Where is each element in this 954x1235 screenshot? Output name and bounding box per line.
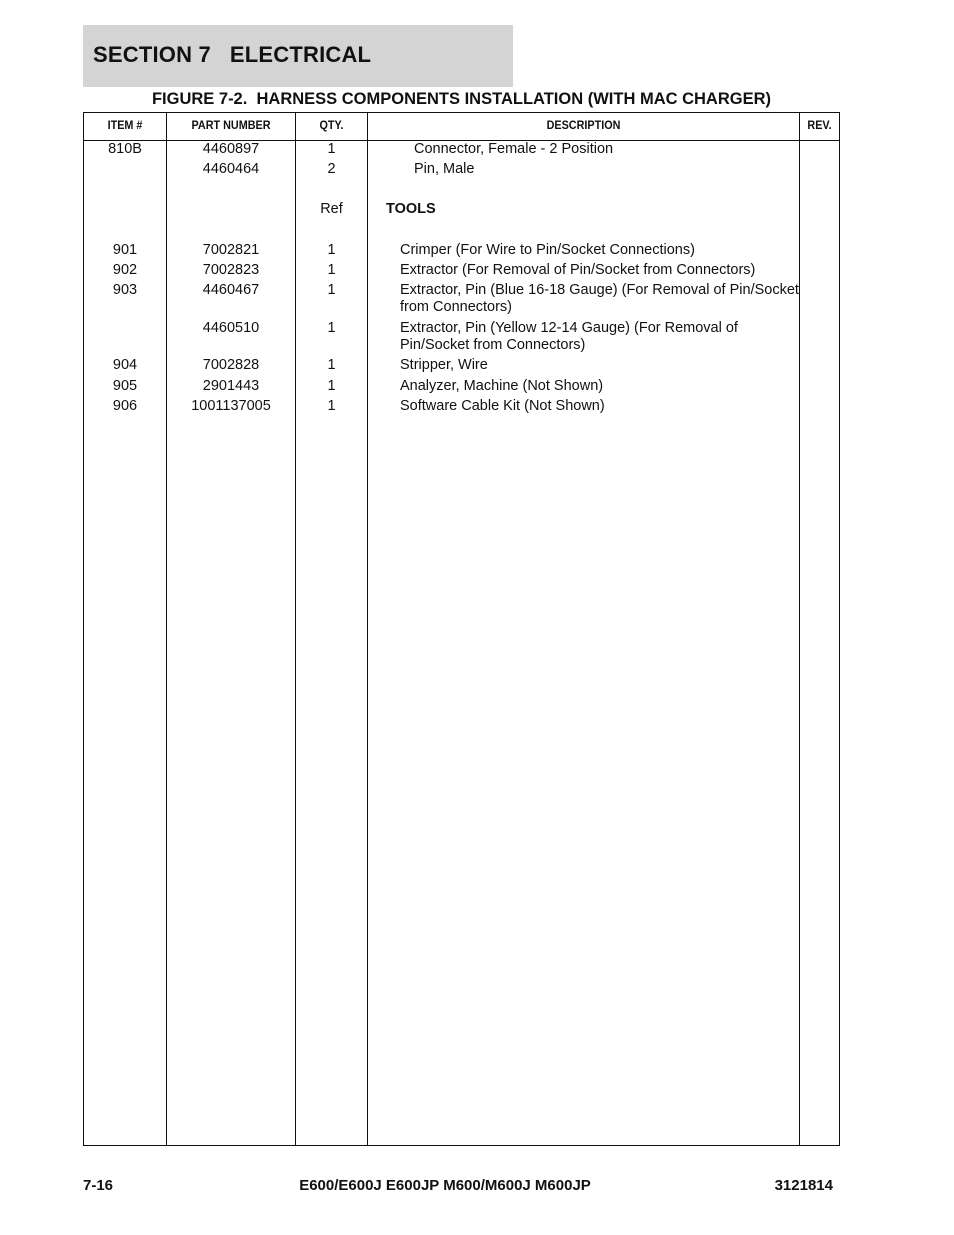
item-number: 905: [112, 378, 138, 394]
column-divider: [367, 113, 368, 1145]
page-number: 7-16: [83, 1177, 114, 1194]
quantity: 1: [327, 398, 336, 414]
header-part-number: PART NUMBER: [191, 118, 271, 132]
group-heading: TOOLS: [386, 201, 436, 217]
item-number: 901: [112, 242, 138, 258]
section-title: SECTION 7 ELECTRICAL: [93, 42, 372, 67]
item-number: 903: [112, 282, 138, 298]
part-number: 7002828: [202, 357, 260, 373]
description: Extractor, Pin (Yellow 12-14 Gauge) (For Removal of Pin/Socket from Connectors): [400, 320, 738, 353]
header-rev: REV.: [807, 118, 832, 132]
part-number: 2901443: [202, 378, 260, 394]
description: Stripper, Wire: [400, 357, 488, 373]
quantity: 1: [327, 320, 336, 336]
quantity: 1: [327, 242, 336, 258]
part-number: 7002821: [202, 242, 260, 258]
quantity: 1: [327, 378, 336, 394]
item-number: 904: [112, 357, 138, 373]
part-number: 4460510: [202, 320, 260, 336]
part-number: 4460897: [202, 141, 260, 157]
section-banner: [83, 25, 513, 87]
quantity: Ref: [320, 201, 343, 217]
header-description: DESCRIPTION: [546, 118, 621, 132]
quantity: 2: [327, 161, 336, 177]
header-item: ITEM #: [107, 118, 143, 132]
figure-title: FIGURE 7-2. HARNESS COMPONENTS INSTALLATION (WITH MAC CHARGER): [151, 90, 772, 108]
model-list: E600/E600J E600JP M600/M600J M600JP: [299, 1177, 591, 1194]
part-number: 1001137005: [191, 398, 271, 414]
description: Extractor, Pin (Blue 16-18 Gauge) (For Removal of Pin/Socket from Connectors): [400, 282, 799, 315]
header-qty: QTY.: [319, 118, 344, 132]
quantity: 1: [327, 141, 336, 157]
quantity: 1: [327, 262, 336, 278]
description: Software Cable Kit (Not Shown): [400, 398, 605, 414]
part-number: 7002823: [202, 262, 260, 278]
part-number: 4460467: [202, 282, 260, 298]
quantity: 1: [327, 357, 336, 373]
description: Analyzer, Machine (Not Shown): [400, 378, 604, 394]
parts-table: [83, 112, 840, 1146]
description: Pin, Male: [414, 161, 475, 177]
item-number: 902: [112, 262, 138, 278]
part-number: 4460464: [202, 161, 260, 177]
description: Crimper (For Wire to Pin/Socket Connections): [400, 242, 695, 258]
item-number: 810B: [108, 141, 142, 157]
table-header: [84, 113, 839, 141]
item-number: 906: [112, 398, 138, 414]
document-number: 3121814: [774, 1177, 833, 1194]
description: Connector, Female - 2 Position: [414, 141, 614, 157]
quantity: 1: [327, 282, 336, 298]
description: Extractor (For Removal of Pin/Socket from Connectors): [400, 262, 756, 278]
